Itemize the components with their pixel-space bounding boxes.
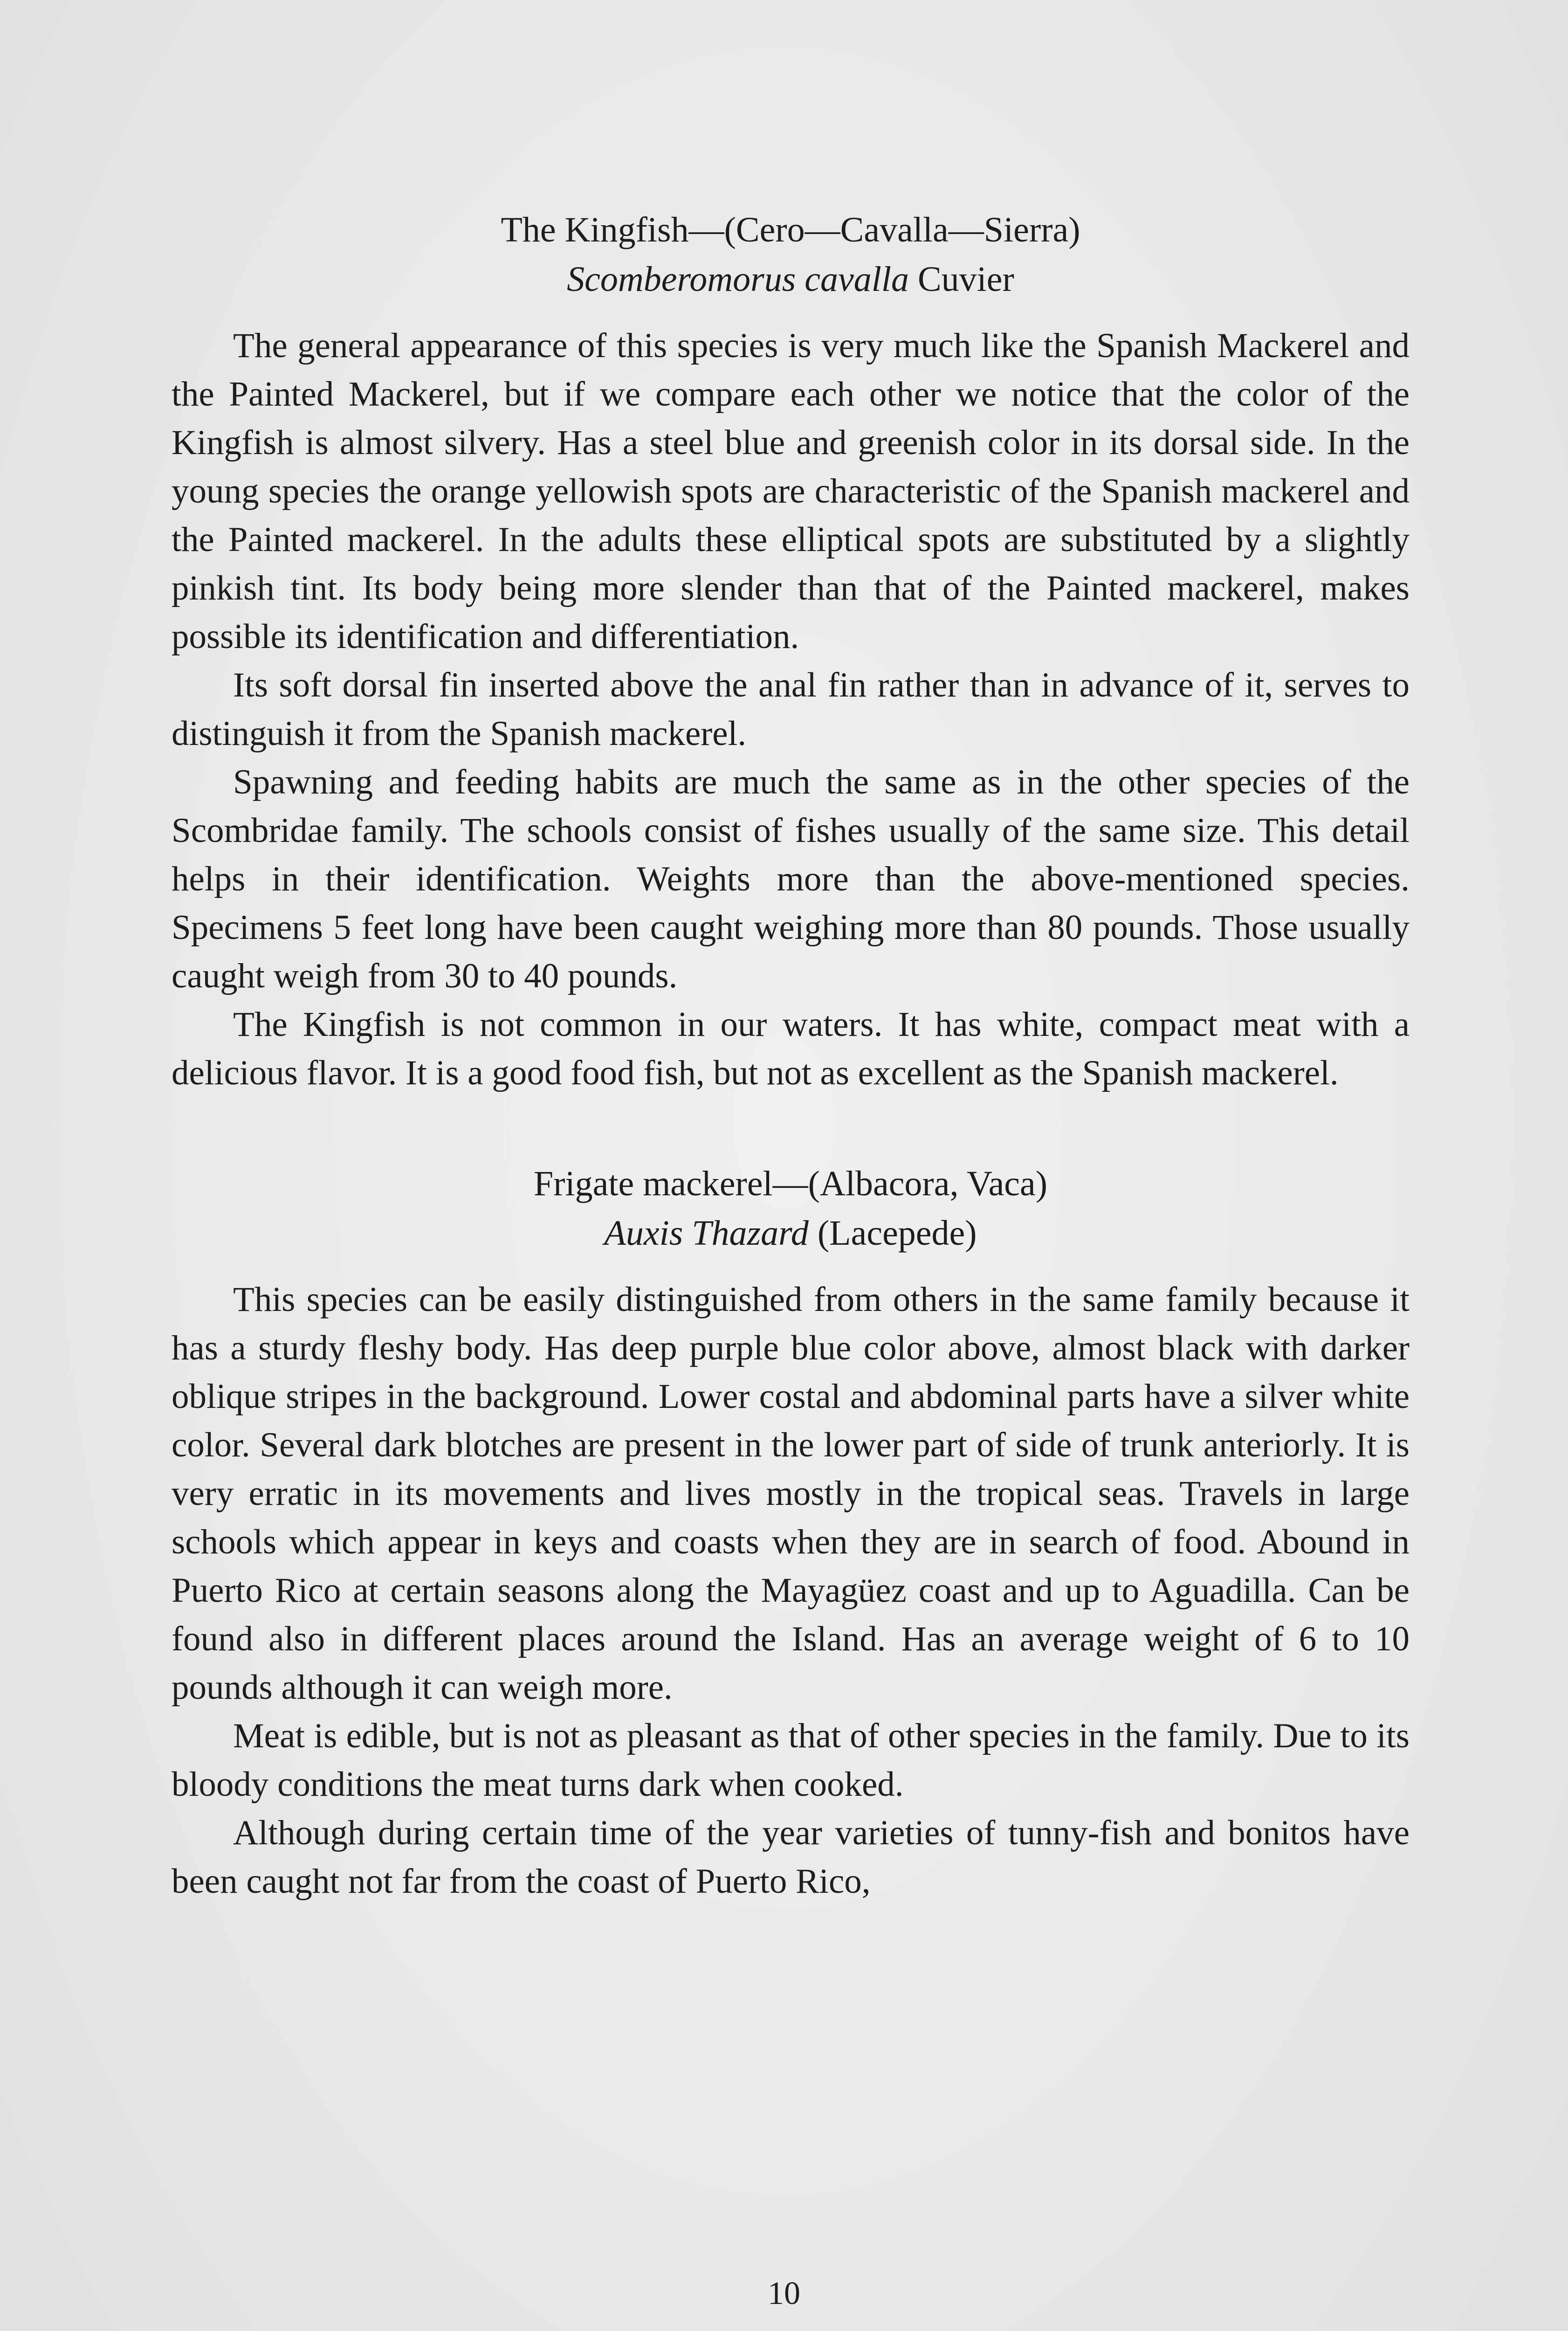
- section-title: The Kingfish—(Cero—Cavalla—Sierra): [501, 210, 1080, 249]
- paragraph: Meat is edible, but is not as pleasant as that of other species in the family. Due to its bloody conditions the meat turns dark when cooked.: [172, 1717, 1410, 1804]
- species-author: Cuvier: [917, 260, 1014, 299]
- section-title: Frigate mackerel—(Albacora, Vaca): [533, 1164, 1048, 1203]
- paragraph: Its soft dorsal fin inserted above the anal fin rather than in advance of it, serves to distinguish it from the Spanish mackerel.: [172, 666, 1410, 753]
- section-subtitle: [172, 1208, 1410, 1258]
- text-column: [172, 205, 1410, 1906]
- paragraph: Although during certain time of the year varieties of tunny-fish and bonitos have been caught not far from the coast of Puerto Rico,: [172, 1814, 1410, 1901]
- section-frigate-mackerel: [172, 1159, 1410, 1906]
- paragraph: This species can be easily distinguished from others in the same family because it has a sturdy fleshy body. Has deep purple blue color above, almost black with darker oblique stripes in the background. Lower costal and abdominal parts have a silver white color. Several dark blotches are present in the lower part of side of trunk anteriorly. It is very erratic in its movements and lives mostly in the tropical seas. Travels in large schools which appear in keys and coasts when they are in search of food. Abound in Puerto Rico at certain seasons along the Mayagüez coast and up to Aguadilla. Can be found also in different places around the Island. Has an average weight of 6 to 10 pounds although it can weigh more.: [172, 1280, 1410, 1707]
- paragraph: The Kingfish is not common in our waters. It has white, compact meat with a delicious flavor. It is a good food fish, but not as excellent as the Spanish mackerel.: [172, 1005, 1410, 1092]
- species-author: (Lacepede): [817, 1214, 977, 1253]
- section-subtitle: [172, 255, 1410, 304]
- scientific-name: Auxis Thazard: [604, 1214, 809, 1253]
- paragraph: Spawning and feeding habits are much the same as in the other species of the Scombridae family. The schools consist of fishes usually of the same size. This detail helps in their identification. Weights more than the above-mentioned species. Specimens 5 feet long have been caught weighing more than 80 pounds. Those usually caught weigh from 30 to 40 pounds.: [172, 763, 1410, 995]
- page-number: 10: [768, 2276, 800, 2311]
- section-kingfish: [172, 205, 1410, 1097]
- paragraph: The general appearance of this species is very much like the Spanish Mackerel and the Painted Mackerel, but if we compare each other we notice that the color of the Kingfish is almost silvery. Has a steel blue and greenish color in its dorsal side. In the young species the orange yellowish spots are characteristic of the Spanish mackerel and the Painted mackerel. In the adults these elliptical spots are substituted by a slightly pinkish tint. Its body being more slender than that of the Painted mackerel, makes possible its identification and differentiation.: [172, 326, 1410, 656]
- scientific-name: Scomberomorus cavalla: [567, 260, 909, 299]
